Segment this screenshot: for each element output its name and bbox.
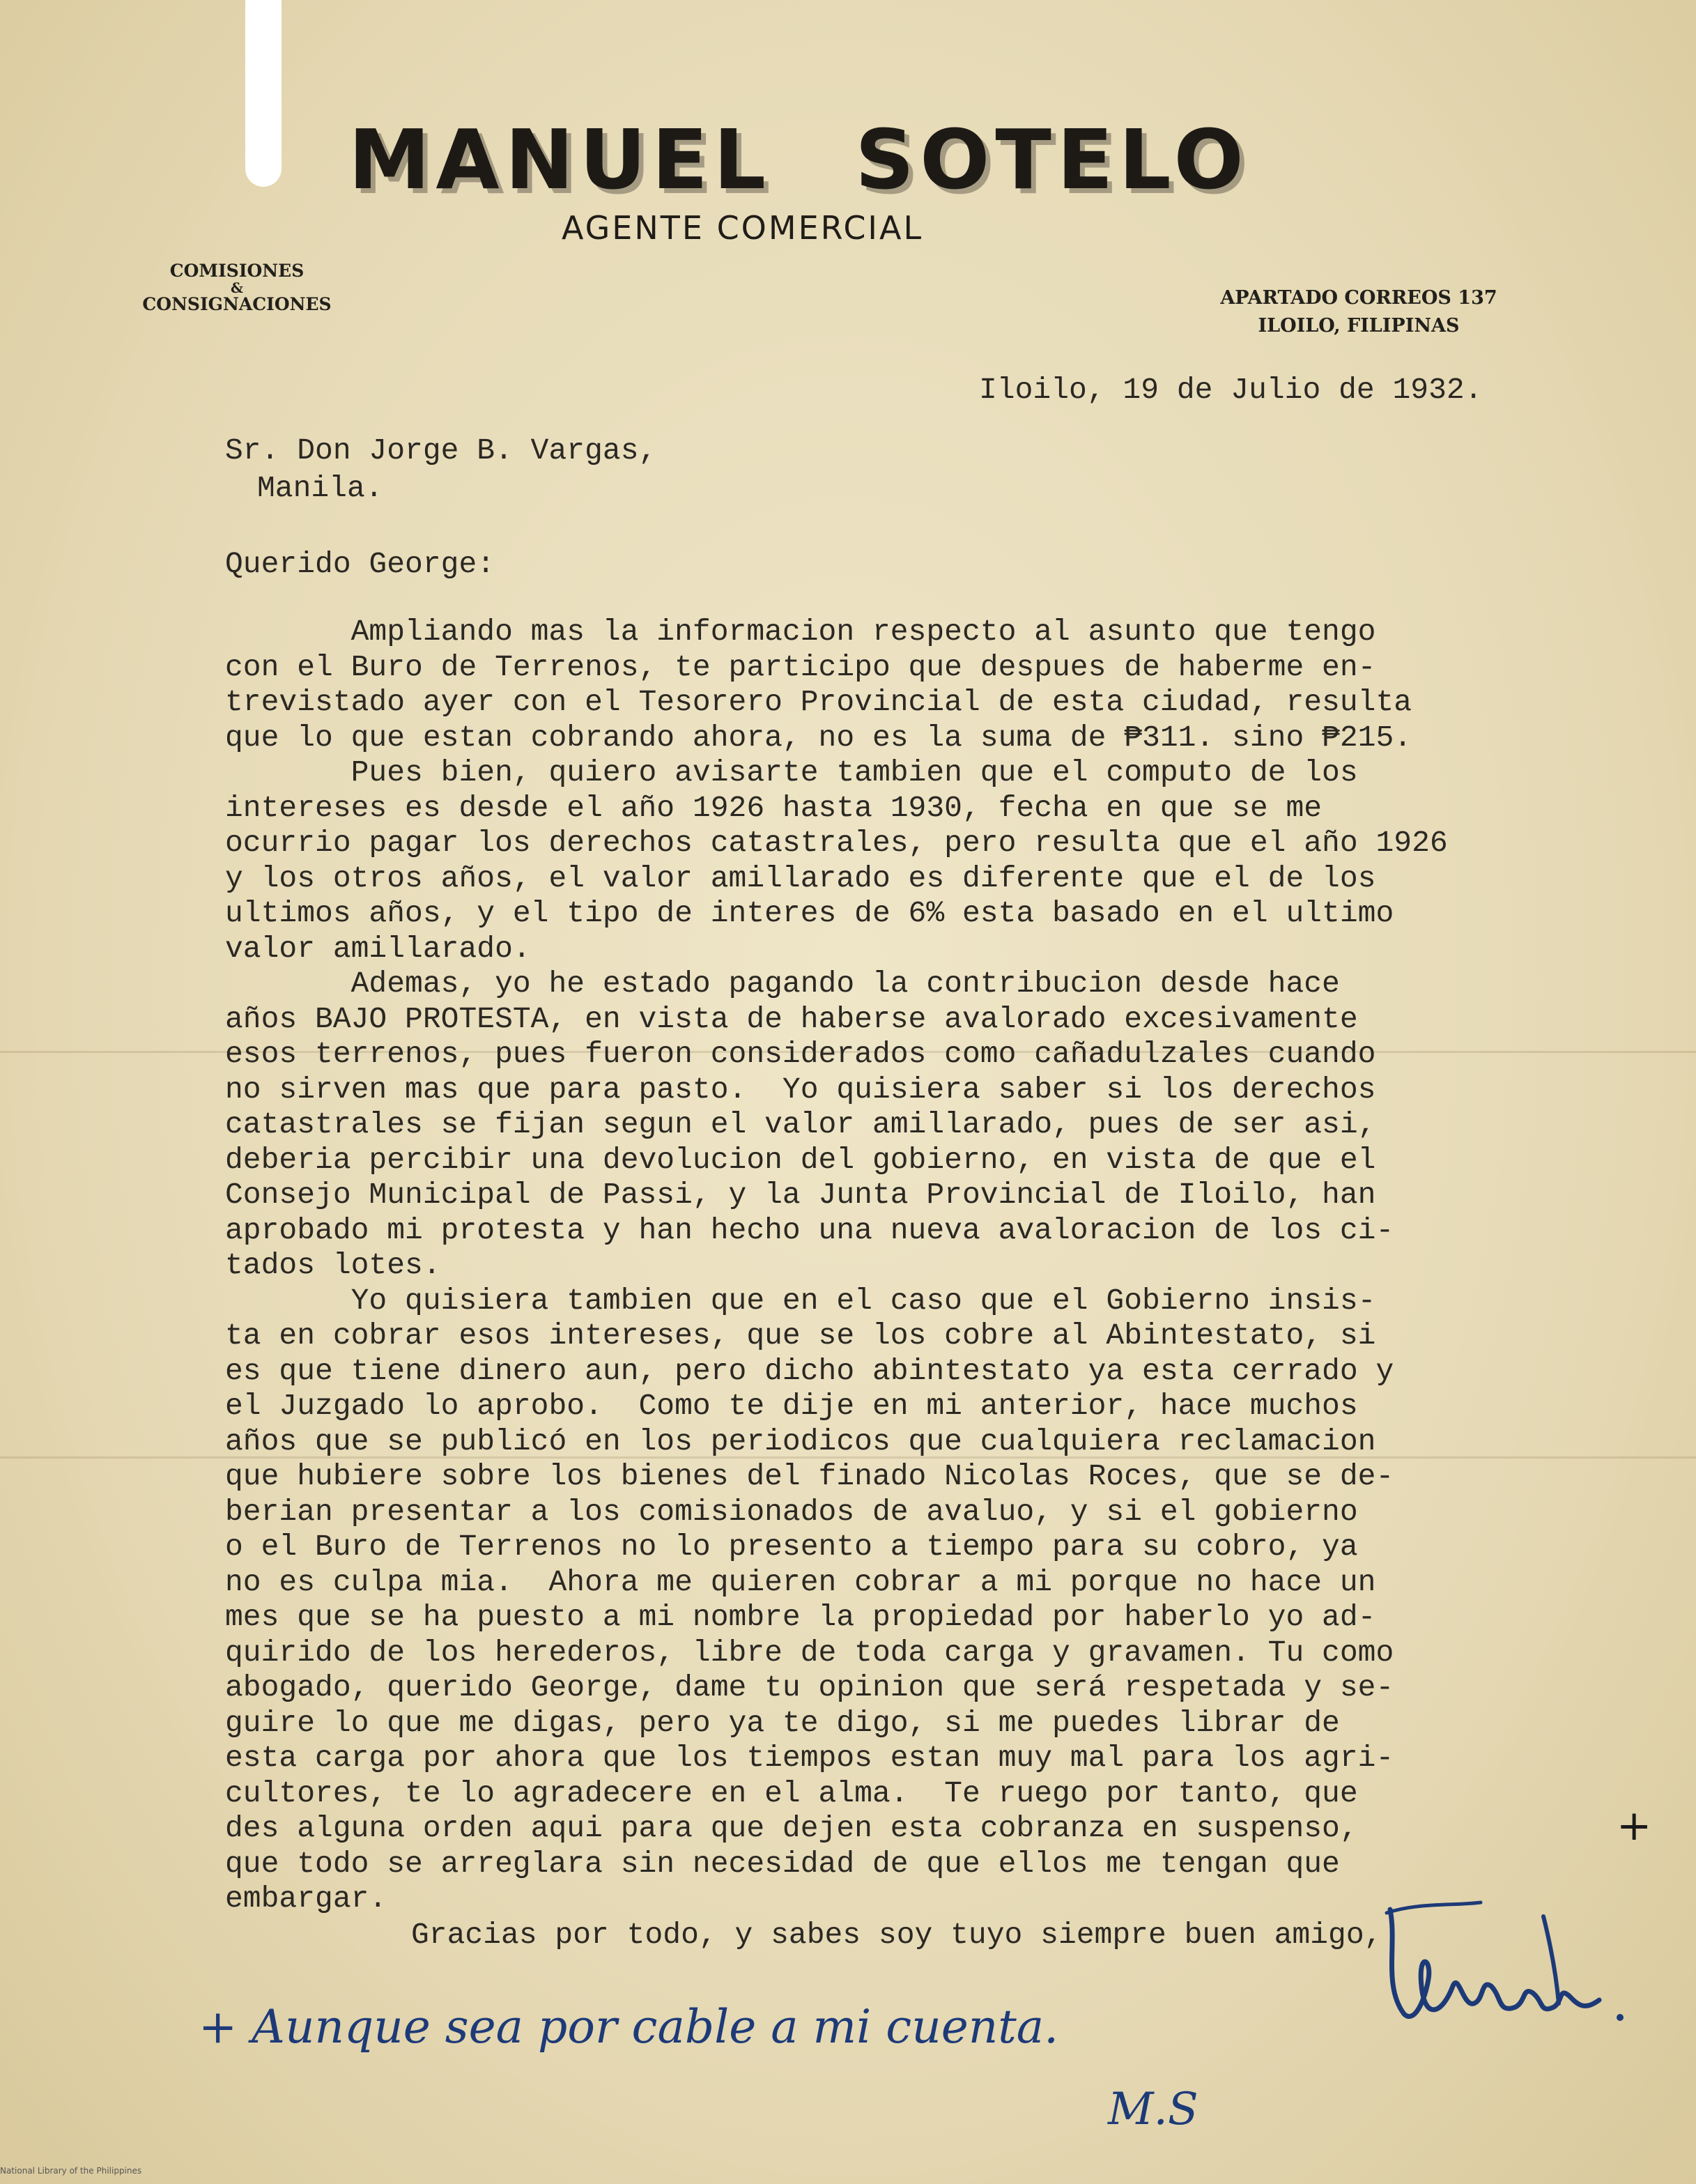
- services-line-2: CONSIGNACIONES: [142, 294, 332, 314]
- body-line: el Juzgado lo aprobo. Como te dije en mi anterior, hace muchos: [225, 1389, 1358, 1423]
- signature: [1376, 1882, 1641, 2045]
- body-line: Ampliando mas la informacion respecto al asunto que tengo: [225, 615, 1376, 649]
- body-line: berian presentar a los comisionados de avaluo, y si el gobierno: [225, 1494, 1358, 1529]
- address-line-1: APARTADO CORREOS 137: [1220, 287, 1497, 309]
- letterhead-last-name: SOTELO: [855, 111, 1249, 208]
- body-line: cultores, te lo agradecere en el alma. Te ruego por tanto, que: [225, 1776, 1358, 1810]
- body-line: o el Buro de Terrenos no lo presento a tiempo para su cobro, ya: [225, 1530, 1358, 1564]
- body-line: guire lo que me digas, pero ya te digo, si me puedes librar de: [225, 1705, 1340, 1740]
- body-line: des alguna orden aqui para que dejen esta cobranza en suspenso,: [225, 1811, 1358, 1845]
- body-line: trevistado ayer con el Tesorero Provincial de esta ciudad, resulta: [225, 685, 1412, 719]
- body-line: ta en cobrar esos intereses, que se los cobre al Abintestato, si: [225, 1318, 1376, 1353]
- services-line-1: COMISIONES: [169, 261, 304, 281]
- punch-hole: [245, 0, 282, 187]
- body-line: mes que se ha puesto a mi nombre la propiedad por haberlo yo ad-: [225, 1600, 1376, 1634]
- body-line: deberia percibir una devolucion del gobierno, en vista de que el: [225, 1142, 1376, 1177]
- body-line: Consejo Municipal de Passi, y la Junta Provincial de Iloilo, han: [225, 1178, 1376, 1212]
- letterhead-services: [132, 261, 341, 314]
- body-line: Ademas, yo he estado pagando la contribucion desde hace: [225, 967, 1340, 1001]
- recipient-name: Sr. Don Jorge B. Vargas,: [225, 433, 657, 468]
- body-line: que lo que estan cobrando ahora, no es la suma de ₱311. sino ₱215.: [225, 720, 1412, 755]
- letterhead-tagline: AGENTE COMERCIAL: [562, 209, 924, 247]
- archive-footer: National Library of the Philippines: [0, 2166, 142, 2176]
- letter-body: [225, 615, 1448, 1917]
- body-line: con el Buro de Terrenos, te participo que despues de haberme en-: [225, 649, 1376, 684]
- body-line: embargar.: [225, 1882, 387, 1916]
- body-line: Yo quisiera tambien que en el caso que el Gobierno insis-: [225, 1283, 1376, 1318]
- handwritten-postscript: + Aunque sea por cable a mi cuenta.: [199, 2000, 1059, 2054]
- body-line: aprobado mi protesta y han hecho una nueva avaloracion de los ci-: [225, 1213, 1394, 1247]
- letter-date: Iloilo, 19 de Julio de 1932.: [979, 373, 1483, 407]
- body-line: abogado, querido George, dame tu opinion que será respetada y se-: [225, 1670, 1394, 1705]
- body-line: años BAJO PROTESTA, en vista de haberse avalorado excesivamente: [225, 1001, 1358, 1036]
- body-line: que todo se arreglara sin necesidad de que ellos me tengan que: [225, 1846, 1340, 1881]
- body-line: y los otros años, el valor amillarado es diferente que el de los: [225, 861, 1376, 895]
- body-line: esos terrenos, pues fueron considerados como cañadulzales cuando: [225, 1037, 1376, 1071]
- body-line: quirido de los herederos, libre de toda carga y gravamen. Tu como: [225, 1635, 1394, 1670]
- margin-plus-mark: +: [1617, 1801, 1652, 1850]
- handwritten-initials: M.S: [1108, 2084, 1198, 2135]
- body-line: ultimos años, y el tipo de interes de 6% esta basado en el ultimo: [225, 896, 1394, 930]
- body-line: no sirven mas que para pasto. Yo quisiera saber si los derechos: [225, 1072, 1376, 1107]
- body-line: que hubiere sobre los bienes del finado Nicolas Roces, que se de-: [225, 1459, 1394, 1493]
- signature-drawing: [1376, 1882, 1641, 2042]
- body-line: valor amillarado.: [225, 931, 531, 966]
- body-line: años que se publicó en los periodicos que cualquiera reclamacion: [225, 1424, 1376, 1459]
- body-line: tados lotes.: [225, 1248, 441, 1282]
- body-line: es que tiene dinero aun, pero dicho abintestato ya esta cerrado y: [225, 1353, 1394, 1388]
- closing-line: Gracias por todo, y sabes soy tuyo siempre buen amigo,: [411, 1918, 1382, 1952]
- body-line: ocurrio pagar los derechos catastrales, pero resulta que el año 1926: [225, 826, 1448, 860]
- body-line: intereses es desde el año 1926 hasta 1930, fecha en que se me: [225, 790, 1323, 825]
- letterhead-name: [348, 111, 1324, 208]
- body-line: Pues bien, quiero avisarte tambien que el computo de los: [225, 755, 1358, 790]
- body-line: catastrales se fijan segun el valor amillarado, pues de ser asi,: [225, 1107, 1376, 1141]
- services-ampersand: &: [230, 279, 244, 296]
- recipient-city: Manila.: [257, 471, 383, 505]
- body-line: no es culpa mia. Ahora me quieren cobrar a mi porque no hace un: [225, 1564, 1376, 1599]
- letterhead-first-name: MANUEL: [348, 111, 772, 208]
- body-line: esta carga por ahora que los tiempos estan muy mal para los agri-: [225, 1741, 1394, 1775]
- letterhead-address: [1198, 284, 1519, 340]
- address-line-2: ILOILO, FILIPINAS: [1258, 315, 1460, 337]
- salutation: Querido George:: [225, 547, 495, 581]
